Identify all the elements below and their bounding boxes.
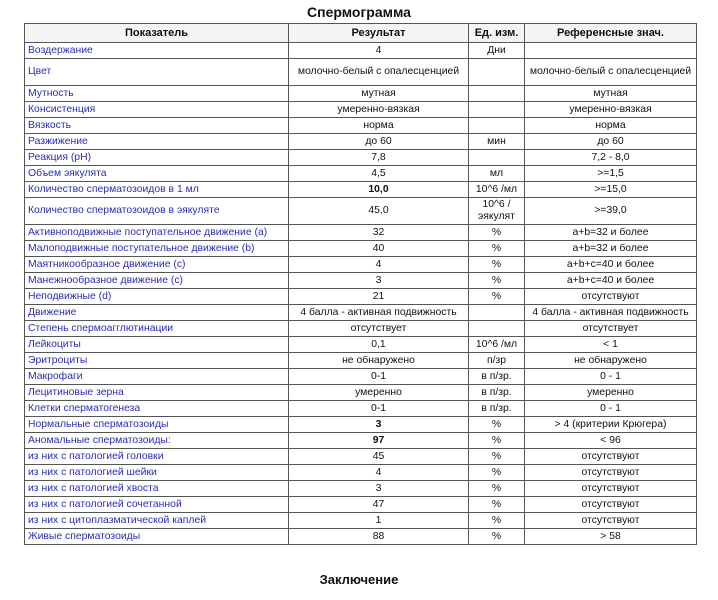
unit-value: % <box>469 241 525 257</box>
unit-value <box>469 321 525 337</box>
unit-value: % <box>469 513 525 529</box>
table-row <box>25 321 697 337</box>
unit-value: 10^6 /мл <box>469 182 525 198</box>
unit-value: % <box>469 257 525 273</box>
reference-value: 4 балла - активная подвижность <box>525 305 697 321</box>
table-row <box>25 481 697 497</box>
unit-value: в п/зр. <box>469 369 525 385</box>
result-value: 40 <box>289 241 469 257</box>
reference-value: отсутствуют <box>525 497 697 513</box>
table-row <box>25 417 697 433</box>
table-row <box>25 43 697 59</box>
conclusion-heading: Заключение <box>319 572 399 587</box>
unit-value <box>469 305 525 321</box>
table-row <box>25 166 697 182</box>
result-value: 45 <box>289 449 469 465</box>
table-row <box>25 182 697 198</box>
table-row <box>25 353 697 369</box>
reference-value: отсутствует <box>525 321 697 337</box>
result-value: умеренно <box>289 385 469 401</box>
reference-value: a+b+c=40 и более <box>525 257 697 273</box>
parameter-name: Маятникообразное движение (c) <box>25 257 289 273</box>
parameter-name: Аномальные сперматозоиды: <box>25 433 289 449</box>
result-value: 4 <box>289 257 469 273</box>
reference-value: > 4 (критерии Крюгера) <box>525 417 697 433</box>
table-row <box>25 257 697 273</box>
unit-value: % <box>469 225 525 241</box>
reference-value: 0 - 1 <box>525 369 697 385</box>
page-title: Спермограмма <box>307 4 411 20</box>
unit-value: мл <box>469 166 525 182</box>
result-value: отсутствует <box>289 321 469 337</box>
reference-value: отсутствуют <box>525 513 697 529</box>
parameter-name: Лецитиновые зерна <box>25 385 289 401</box>
reference-value: отсутствуют <box>525 465 697 481</box>
unit-value: в п/зр. <box>469 401 525 417</box>
result-value: мутная <box>289 86 469 102</box>
result-value: 10,0 <box>289 182 469 198</box>
result-value: 4 <box>289 43 469 59</box>
result-value: норма <box>289 118 469 134</box>
table-row <box>25 289 697 305</box>
parameter-name: Эритроциты <box>25 353 289 369</box>
parameter-name: из них с цитоплазматической каплей <box>25 513 289 529</box>
unit-value: % <box>469 465 525 481</box>
reference-value: a+b=32 и более <box>525 241 697 257</box>
result-value: не обнаружено <box>289 353 469 369</box>
header-reference: Референсные знач. <box>525 24 697 43</box>
result-value: 3 <box>289 481 469 497</box>
table-row <box>25 369 697 385</box>
reference-value: 7,2 - 8,0 <box>525 150 697 166</box>
results-table <box>24 23 697 545</box>
unit-value: % <box>469 449 525 465</box>
reference-value: < 1 <box>525 337 697 353</box>
reference-value: a+b+c=40 и более <box>525 273 697 289</box>
table-row <box>25 385 697 401</box>
reference-value: мутная <box>525 86 697 102</box>
parameter-name: Разжижение <box>25 134 289 150</box>
table-row <box>25 529 697 545</box>
table-row <box>25 465 697 481</box>
parameter-name: Нормальные сперматозоиды <box>25 417 289 433</box>
table-row <box>25 225 697 241</box>
reference-value: a+b=32 и более <box>525 225 697 241</box>
parameter-name: Манежнообразное движение (c) <box>25 273 289 289</box>
table-row <box>25 198 697 225</box>
parameter-name: Количество сперматозоидов в эякуляте <box>25 198 289 225</box>
parameter-name: Степень спермоагглютинации <box>25 321 289 337</box>
unit-value: 10^6 /эякулят <box>469 198 525 225</box>
unit-value: % <box>469 417 525 433</box>
table-row <box>25 150 697 166</box>
parameter-name: из них с патологией сочетанной <box>25 497 289 513</box>
result-value: молочно-белый с опалесценцией <box>289 59 469 86</box>
result-value: 3 <box>289 417 469 433</box>
result-value: 3 <box>289 273 469 289</box>
unit-value <box>469 59 525 86</box>
table-row <box>25 449 697 465</box>
table-row <box>25 337 697 353</box>
table-row <box>25 433 697 449</box>
unit-value: % <box>469 273 525 289</box>
reference-value: отсутствуют <box>525 449 697 465</box>
unit-value <box>469 102 525 118</box>
parameter-name: Объем эякулята <box>25 166 289 182</box>
unit-value: мин <box>469 134 525 150</box>
table-row <box>25 497 697 513</box>
table-row <box>25 102 697 118</box>
unit-value: % <box>469 289 525 305</box>
unit-value: Дни <box>469 43 525 59</box>
reference-value: до 60 <box>525 134 697 150</box>
result-value: 21 <box>289 289 469 305</box>
parameter-name: Активноподвижные поступательное движение (a) <box>25 225 289 241</box>
reference-value: не обнаружено <box>525 353 697 369</box>
parameter-name: Движение <box>25 305 289 321</box>
parameter-name: Клетки сперматогенеза <box>25 401 289 417</box>
result-value: до 60 <box>289 134 469 150</box>
header-unit: Ед. изм. <box>469 24 525 43</box>
result-value: 97 <box>289 433 469 449</box>
parameter-name: из них с патологией хвоста <box>25 481 289 497</box>
parameter-name: Макрофаги <box>25 369 289 385</box>
reference-value: отсутствуют <box>525 481 697 497</box>
parameter-name: Малоподвижные поступательное движение (b) <box>25 241 289 257</box>
result-value: 45,0 <box>289 198 469 225</box>
parameter-name: из них с патологией головки <box>25 449 289 465</box>
table-row <box>25 59 697 86</box>
result-value: умеренно-вязкая <box>289 102 469 118</box>
reference-value: отсутствуют <box>525 289 697 305</box>
unit-value: % <box>469 433 525 449</box>
table-header-row <box>25 24 697 43</box>
result-value: 7,8 <box>289 150 469 166</box>
unit-value: в п/зр. <box>469 385 525 401</box>
result-value: 4 <box>289 465 469 481</box>
table-row <box>25 118 697 134</box>
table-row <box>25 241 697 257</box>
result-value: 0,1 <box>289 337 469 353</box>
result-value: 4,5 <box>289 166 469 182</box>
unit-value <box>469 150 525 166</box>
parameter-name: Консистенция <box>25 102 289 118</box>
result-value: 0-1 <box>289 401 469 417</box>
result-value: 88 <box>289 529 469 545</box>
unit-value: % <box>469 481 525 497</box>
result-value: 4 балла - активная подвижность <box>289 305 469 321</box>
result-value: 1 <box>289 513 469 529</box>
unit-value: 10^6 /мл <box>469 337 525 353</box>
parameter-name: Неподвижные (d) <box>25 289 289 305</box>
reference-value: >=39,0 <box>525 198 697 225</box>
unit-value <box>469 86 525 102</box>
parameter-name: Воздержание <box>25 43 289 59</box>
result-value: 47 <box>289 497 469 513</box>
unit-value <box>469 118 525 134</box>
reference-value: умеренно-вязкая <box>525 102 697 118</box>
parameter-name: Цвет <box>25 59 289 86</box>
unit-value: % <box>469 529 525 545</box>
parameter-name: Реакция (pH) <box>25 150 289 166</box>
table-row <box>25 134 697 150</box>
unit-value: % <box>469 497 525 513</box>
reference-value: >=15,0 <box>525 182 697 198</box>
parameter-name: Количество сперматозоидов в 1 мл <box>25 182 289 198</box>
reference-value: 0 - 1 <box>525 401 697 417</box>
reference-value: молочно-белый с опалесценцией <box>525 59 697 86</box>
reference-value <box>525 43 697 59</box>
reference-value: норма <box>525 118 697 134</box>
table-row <box>25 513 697 529</box>
table-row <box>25 273 697 289</box>
reference-value: < 96 <box>525 433 697 449</box>
result-value: 32 <box>289 225 469 241</box>
unit-value: п/зр <box>469 353 525 369</box>
table-row <box>25 305 697 321</box>
reference-value: умеренно <box>525 385 697 401</box>
result-value: 0-1 <box>289 369 469 385</box>
reference-value: >=1,5 <box>525 166 697 182</box>
header-parameter: Показатель <box>25 24 289 43</box>
table-body <box>25 43 697 545</box>
header-result: Результат <box>289 24 469 43</box>
parameter-name: Мутность <box>25 86 289 102</box>
reference-value: > 58 <box>525 529 697 545</box>
parameter-name: Живые сперматозоиды <box>25 529 289 545</box>
table-row <box>25 401 697 417</box>
parameter-name: из них с патологией шейки <box>25 465 289 481</box>
table-row <box>25 86 697 102</box>
parameter-name: Вязкость <box>25 118 289 134</box>
parameter-name: Лейкоциты <box>25 337 289 353</box>
